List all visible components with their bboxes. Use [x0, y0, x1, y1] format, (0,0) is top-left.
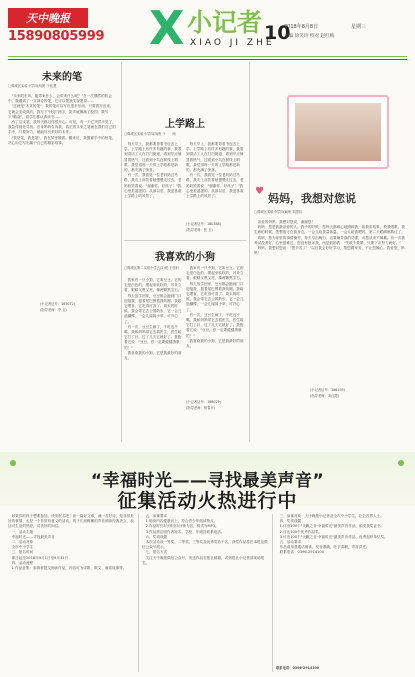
teacher-name: (指导老师：张 玉)	[186, 228, 213, 232]
tutor-id: (小记者证号：188029)	[186, 400, 221, 404]
campaign-text-3: 三、参赛对象：天中晚报小记者及全市中小学生，社会各界人士。 四、奖项设置 1.评出100个"天籁之音·幸福时光"最美声音作品，颁发获奖证书。 2.评出100个优秀作品奖。 3.评出100个"天籁之音·幸福时光"最美声音作品、优秀组织单位奖。 五、活动要求 作品请用普通话朗读，发音准确，吐字清晰，声音洪亮。 联系电话：0396-2914100	[279, 514, 388, 555]
section-pinyin: XIAO JI ZHE	[190, 38, 275, 48]
banner-subheadline: 征集活动火热进行中	[117, 490, 298, 512]
header-divider	[8, 56, 407, 57]
article-body-continued: 每天早上，我都要背着书包去上学。上学路上有许多有趣的事，我看到清洁工人在打扫街道，看到早点铺冒着热气，还看到小鸟在树枝上唱歌。我觉得每一天的上学路都是新的，都充满了惊喜。 有一次，我看见一位老奶奶过马路，我走上前扶着她慢慢走过去，老奶奶笑着说："谢谢你，好孩子！"我心里美滋滋的。从那以后，我更喜欢上学路上的风景了。	[186, 142, 244, 199]
article-body: 我家有一只小狗，它叫豆豆。它的毛是白色的，摸起来软软的，耳朵立着，眼睛又黑又亮，像两颗黑宝石。 每天放学回家，豆豆都会跑到门口迎接我，摇着尾巴围着我转圈。我给它喂食，它吃得可香了。周末的时候，我会带它去公园散步，它一会儿追蝴蝶，一会儿闻闻小草，可开心了。 有一次，豆豆生病了，不吃也不喝。我和妈妈带它去看医生，医生给它打了针，过了几天它就好了。我抱着它说："豆豆，你一定要健健康康的！" 我喜欢我的小狗，它是我最好的朋友。	[124, 278, 182, 361]
header-divider-red	[8, 59, 407, 60]
column-divider	[121, 62, 122, 442]
page-number: 10	[264, 22, 291, 44]
campaign-text-1: 如果你的孩子想要参加，快来报名吧！读一篇好文章，诵一首好诗，是非常美好的事情，也是一个非常有意义的活动。孩子们用稚嫩的声音朗读经典美文，表达对生活的热爱，对美好的向往。 一、活动主题 幸福时光——寻找最美声音 二、活动对象 全市中小学生 三、报名时间 即日起至2018年9月1日至9月31日 四、活动流程 1.作品征集：参赛者提交朗读作品，内容可为诗歌、散文、童话故事等。	[8, 514, 134, 571]
issue-weekday: 星期三	[351, 24, 367, 30]
tutor-id: (小记者证号：180388)	[186, 222, 221, 226]
column-divider	[249, 62, 250, 442]
teacher-name: (指导老师：宋红霞)	[310, 394, 339, 398]
mother-child-photo	[295, 103, 381, 161]
photo-frame	[287, 95, 389, 169]
article-divider	[124, 240, 246, 241]
banner-headline: “幸福时光——寻找最美声音”	[90, 471, 325, 491]
teacher-name: (指导老师：杨春平)	[186, 406, 215, 410]
campaign-text-2: 五、参赛要求 1.朗读内容健康向上，符合青少年阅读特点。 2.作品时长3分钟至5分钟为宜，格式为MP3。 3.作品需注明作者姓名、学校、年级及联系电话。 六、奖项设置 本次活动设一等奖、二等奖、三等奖及优秀奖若干名，获奖作品将在本报及微信公众号展示。 七、报名方式 关注天中晚报微信公众号，发送作品至报社邮箱，或到报社小记者部现场报名。	[142, 514, 268, 565]
editors-credit: 责编 徐笑玲 校对 赵红梅	[284, 34, 335, 39]
teacher-name: (指导老师：李 玉)	[40, 308, 67, 312]
article-body: 每天早上，我都要背着书包去上学。上学路上有许多有趣的事，我看到清洁工人在打扫街道，看到早点铺冒着热气，还看到小鸟在树枝上唱歌。我觉得每一天的上学路都是新的，都充满了惊喜。 有一次，我看见一位老奶奶过马路，我走上前扶着她慢慢走过去，老奶奶笑着说："谢谢你，好孩子！"我心里美滋滋的。从那以后，我更喜欢上学路上的风景了。	[124, 142, 182, 199]
section-title: 小记者	[187, 8, 263, 37]
hotline-number: 15890805999	[8, 29, 105, 44]
tutor-id: (小记者证号：186155)	[310, 388, 345, 392]
heart-icon: ♥	[255, 186, 264, 197]
article-body: 亲爱的妈妈：我想对您说，谢谢您！ 妈妈，您是我最亲爱的人。我小的时候，您每天都耐心地照顾我，给我讲故事，教我唱歌。我生病的时候，您整夜守在我身边，一会儿给我量体温，一会儿给我喂药，第二天眼睛都熬红了。 妈妈，您为家里的事情操劳，每天早出晚归，还要辅导我的功课，可您从来不喊累。有一次我考试没考好，心里很难过，您没有批评我，而是鼓励我："失败不要紧，只要下次努力就好。" 妈妈，我想对您说："您辛苦了！"以后我会好好学习，帮您做家务，不让您操心。我爱您，妈妈！	[254, 220, 405, 256]
article-byline: □驿城区实验小学四(3)班 于 雨	[124, 132, 176, 136]
article-body: "未来的东风，能带来什么，会带来什么呢？"在一次偶然的机会中，我遇到了一支神奇的笔，它可以帮我实现愿望…… "这就是"未来的笔"，我的笔可以写出很多东西，只要我写出来，它就会变成真的。我写下"快乐"两字，笑声就飘满了校园；我写下"勤奋"，同学们都认真读书…… 有了这支笔，我每天都过得很开心。可是，有一天它突然不见了，我急得到处寻找。后来妈妈告诉我，真正的未来之笔就在我们自己的手中，只要努力，就能写出美好的未来。 "我是笔，我是笔"，我在梦里喊着。醒来后，我握紧手中的铅笔，决心用它写出属于自己的精彩故事。	[8, 94, 116, 145]
column-divider	[272, 514, 273, 672]
article-title-future-pen: 未来的笔	[42, 72, 82, 83]
tutor-id: (小记者证号：185072)	[40, 302, 75, 306]
article-byline: □驿城区实验小学四(6)班 刘思怡	[254, 210, 303, 214]
issue-date: 2018年8月8日	[284, 24, 319, 30]
article-byline: □驿城区实验小学四(5)班 于佳慧	[8, 84, 57, 88]
newspaper-brand: 天中晚报	[8, 8, 88, 28]
contact-phone: 联系电话：0396-2914100	[276, 666, 320, 670]
section-x-logo: X	[149, 1, 185, 55]
article-title-puppy: 我喜欢的小狗	[155, 252, 215, 263]
article-byline: □驿城区第二实验小学五(1)班 王佳轩	[124, 266, 179, 270]
column-divider	[138, 514, 139, 672]
article-title-mom: 妈妈，我想对您说	[268, 192, 356, 205]
article-body-continued: 我家有一只小狗，它叫豆豆。它的毛是白色的，摸起来软软的，耳朵立着，眼睛又黑又亮，像两颗黑宝石。 每天放学回家，豆豆都会跑到门口迎接我，摇着尾巴围着我转圈。我给它喂食，它吃得可香了。周末的时候，我会带它去公园散步，它一会儿追蝴蝶，一会儿闻闻小草，可开心了。 有一次，豆豆生病了，不吃也不喝。我和妈妈带它去看医生，医生给它打了针，过了几天它就好了。我抱着它说："豆豆，你一定要健健康康的！" 我喜欢我的小狗，它是我最好的朋友。	[186, 266, 244, 349]
article-title-school-road: 上学路上	[165, 119, 205, 130]
